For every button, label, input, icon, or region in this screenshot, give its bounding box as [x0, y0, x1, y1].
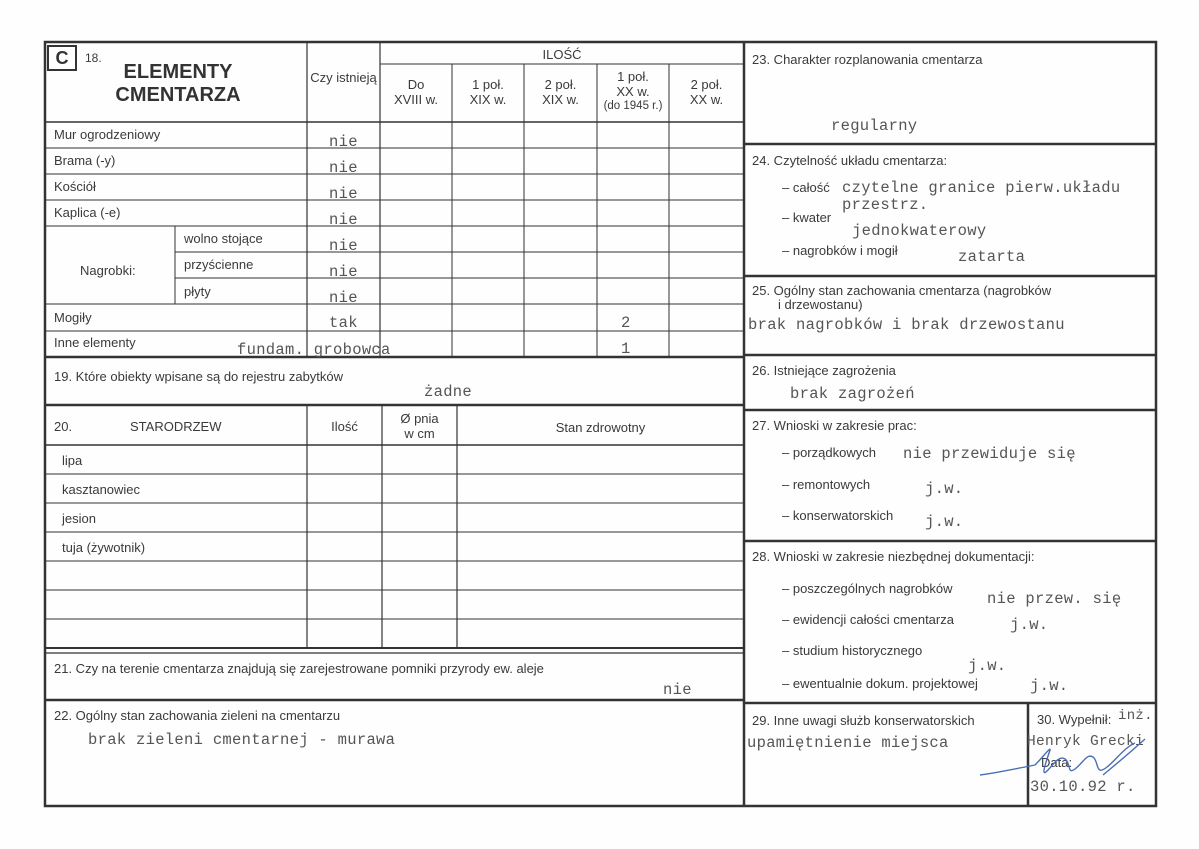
q24-kwater-value: jednokwaterowy — [852, 222, 987, 240]
q23-value: regularny — [831, 117, 918, 135]
tree-label-tuja: tuja (żywotnik) — [62, 540, 146, 555]
period-line: XX w. — [616, 84, 650, 99]
q29-label: 29. Inne uwagi służb konserwatorskich — [752, 713, 975, 728]
period-header — [380, 77, 452, 107]
element-label-kosciol: Kościół — [54, 179, 96, 194]
element-label-kaplica: Kaplica (-e) — [54, 205, 121, 220]
element-label-przyscienne: przyścienne — [184, 257, 254, 272]
q25-label-line: 25. Ogólny stan zachowania cmentarza (nagrobków — [752, 283, 1052, 298]
q27-item-value: nie przewiduje się — [903, 445, 1076, 463]
q20-col-qty: Ilość — [331, 419, 358, 434]
q28-label: 28. Wnioski w zakresie niezbędnej dokumentacji: — [752, 549, 1035, 564]
q30-date-value: 30.10.92 r. — [1030, 778, 1136, 796]
exists-value: nie — [329, 263, 358, 281]
q24-calosc-label: – całość — [782, 180, 830, 195]
period-header — [524, 77, 597, 107]
q28-item-value: nie przew. się — [987, 590, 1122, 608]
q30-label: 30. Wypełnił: — [1037, 712, 1112, 727]
period-header — [597, 69, 669, 114]
exists-value: nie — [329, 237, 358, 255]
section-title-line1: ELEMENTY — [123, 61, 233, 83]
signature-mark — [975, 735, 1155, 795]
element-label-inne: Inne elementy — [54, 335, 136, 350]
q20-number: 20. — [54, 419, 73, 434]
q28-item-label: – studium historycznego — [782, 643, 923, 658]
q21-label: 21. Czy na terenie cmentarza znajdują się zarejestrowane pomniki przyrody ew. aleje — [54, 661, 544, 676]
exists-value: nie — [329, 133, 358, 151]
section-title-line2: CMENTARZA — [115, 84, 241, 106]
q30-title-value: inż. — [1118, 708, 1153, 724]
period-header — [452, 77, 524, 107]
q28-item-label: – poszczególnych nagrobków — [782, 581, 953, 596]
tree-label-jesion: jesion — [62, 511, 96, 526]
period-line: 2 poł. — [544, 77, 577, 92]
tree-label-kasztanowiec: kasztanowiec — [62, 482, 141, 497]
q21-value: nie — [663, 681, 692, 699]
q25-label — [752, 284, 1051, 312]
q20-title: STARODRZEW — [130, 419, 222, 434]
exists-header: Czy istnieją — [310, 70, 377, 85]
element-label-plyty: płyty — [184, 284, 211, 299]
q23-label: 23. Charakter rozplanowania cmentarza — [752, 52, 983, 67]
period-line: 2 poł. — [690, 77, 723, 92]
q27-item-value: j.w. — [925, 480, 964, 498]
q27-item-value: j.w. — [925, 513, 964, 531]
element-label-mur: Mur ogrodzeniowy — [54, 127, 161, 142]
q24-nagrobkow-label: – nagrobków i mogił — [782, 243, 898, 258]
section-number: 18. — [85, 51, 102, 65]
exists-value: tak — [329, 314, 358, 332]
q24-calosc-value: czytelne granice pierw.układu — [842, 179, 1121, 197]
quantity-header: ILOŚĆ — [542, 47, 582, 62]
q20-col-health: Stan zdrowotny — [555, 420, 646, 435]
period-line: XVIII w. — [393, 92, 439, 107]
q19-label: 19. Które obiekty wpisane są do rejestru zabytków — [54, 369, 344, 384]
q20-col-diameter — [382, 411, 457, 441]
exists-value: nie — [329, 185, 358, 203]
q26-value: brak zagrożeń — [790, 385, 915, 403]
q29-value: upamiętnienie miejsca — [747, 734, 949, 752]
period-line: XIX w. — [469, 92, 507, 107]
q27-item-label: – remontowych — [782, 477, 871, 492]
q24-nagrobkow-value: zatarta — [958, 248, 1026, 266]
period-header — [669, 77, 744, 107]
period-line: 1 poł. — [472, 77, 504, 92]
q24-kwater-label: – kwater — [782, 210, 832, 225]
q26-label: 26. Istniejące zagrożenia — [752, 363, 896, 378]
q24-calosc-value-cont: przestrz. — [842, 196, 929, 214]
period-line: 1 poł. — [617, 69, 649, 84]
other-elements-value: fundam. grobowca — [237, 341, 391, 359]
q19-value: żadne — [424, 383, 473, 401]
section-letter-box: C — [47, 45, 77, 71]
q28-item-value: j.w. — [1010, 616, 1049, 634]
q22-value: brak zieleni cmentarnej - murawa — [88, 731, 396, 749]
period-line: Do — [407, 77, 425, 92]
nagrobki-label: Nagrobki: — [80, 263, 136, 278]
q27-item-label: – porządkowych — [782, 445, 876, 460]
tree-label-lipa: lipa — [62, 453, 83, 468]
q27-label: 27. Wnioski w zakresie prac: — [752, 418, 917, 433]
quantity-value: 1 — [621, 340, 631, 358]
q30-date-label: Data: — [1041, 755, 1073, 770]
element-label-wolno-stojace: wolno stojące — [184, 231, 263, 246]
q25-value: brak nagrobków i brak drzewostanu — [748, 316, 1065, 334]
period-line: XX w. — [689, 92, 724, 107]
element-label-mogily: Mogiły — [54, 310, 92, 325]
q25-label-line: i drzewostanu) — [778, 297, 863, 312]
element-label-brama: Brama (-y) — [54, 153, 116, 168]
q28-item-label: – ewidencji całości cmentarza — [782, 612, 954, 627]
q24-label: 24. Czytelność układu cmentarza: — [752, 153, 948, 168]
q27-item-label: – konserwatorskich — [782, 508, 894, 523]
exists-value: nie — [329, 159, 358, 177]
period-line: (do 1945 r.) — [603, 100, 663, 112]
period-line: XIX w. — [542, 92, 579, 107]
q30-name-value: Henryk Grecki — [1027, 734, 1145, 750]
q28-item-value: j.w. — [1030, 677, 1069, 695]
q28-item-label: – ewentualnie dokum. projektowej — [782, 676, 978, 691]
exists-value: nie — [329, 289, 358, 307]
quantity-value: 2 — [621, 314, 631, 332]
q20-col-diameter-line: w cm — [404, 426, 435, 441]
q28-item-value: j.w. — [968, 657, 1007, 675]
q22-label: 22. Ogólny stan zachowania zieleni na cmentarzu — [54, 708, 341, 723]
section-title — [88, 61, 268, 107]
q20-col-diameter-line: Ø pnia — [400, 411, 439, 426]
exists-value: nie — [329, 211, 358, 229]
